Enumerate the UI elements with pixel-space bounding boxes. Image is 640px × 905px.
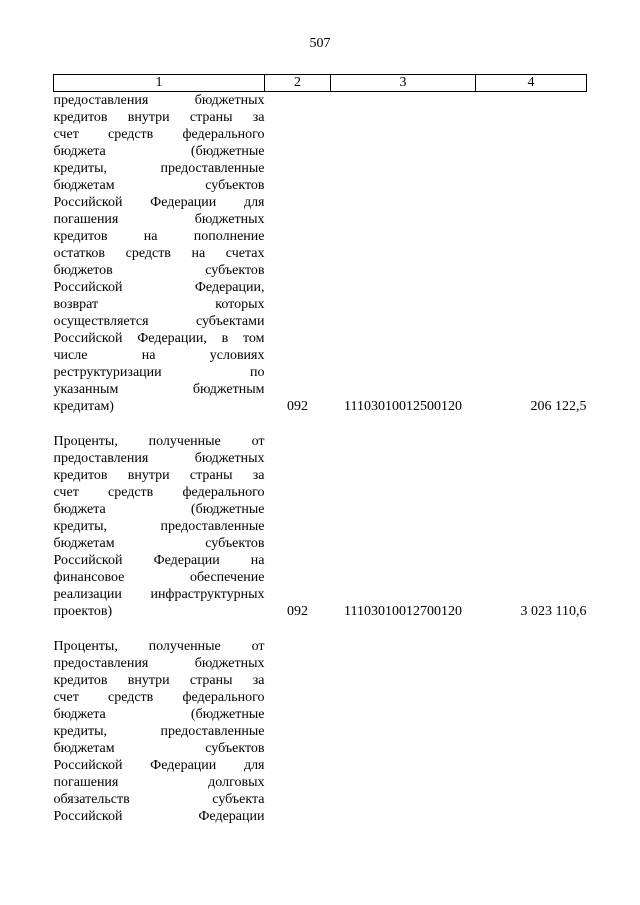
description-line: Российской Федерации, xyxy=(53,280,265,295)
description-line: погашения долговых xyxy=(53,775,265,790)
description-line: Российской Федерации, в том xyxy=(53,331,265,346)
table-row xyxy=(54,92,587,416)
row-description xyxy=(54,415,265,620)
description-line: проектов) xyxy=(53,604,113,619)
description-line: погашения бюджетных xyxy=(53,212,265,227)
row-amount: 206 122,5 xyxy=(530,399,587,414)
description-line: кредиты, предоставленные xyxy=(53,161,265,176)
description-line: бюджетам субъектов xyxy=(53,741,265,756)
description-line: кредитов внутри страны за xyxy=(53,110,265,125)
row-description xyxy=(54,92,265,416)
description-line: кредитов на пополнение xyxy=(53,229,265,244)
description-line: бюджетам субъектов xyxy=(53,178,265,193)
row-kbk-code: 11103010012700120 xyxy=(344,604,462,619)
row-amount xyxy=(476,620,587,825)
description-line: бюджетов субъектов xyxy=(53,263,265,278)
row-amount: 3 023 110,6 xyxy=(520,604,587,619)
description-line: реструктуризации по xyxy=(53,365,265,380)
description-line: числе на условиях xyxy=(53,348,265,363)
description-line: осуществляется субъектами xyxy=(53,314,265,329)
description-line: бюджета (бюджетные xyxy=(53,707,265,722)
description-line: обязательств субъекта xyxy=(53,792,265,807)
description-line: возврат которых xyxy=(53,297,265,312)
row-description xyxy=(54,620,265,825)
budget-table xyxy=(53,74,587,825)
row-admin-code: 092 xyxy=(287,399,308,414)
column-header-4: 4 xyxy=(476,75,587,92)
description-line: счет средств федерального xyxy=(53,127,265,142)
description-line: кредиты, предоставленные xyxy=(53,519,265,534)
description-line: предоставления бюджетных xyxy=(53,451,265,466)
column-header-2: 2 xyxy=(265,75,331,92)
description-line: Проценты, полученные от xyxy=(53,434,265,449)
row-kbk-code xyxy=(331,620,476,825)
description-line: бюджета (бюджетные xyxy=(53,502,265,517)
row-admin-code xyxy=(265,620,331,825)
table-row xyxy=(54,415,587,620)
description-line: счет средств федерального xyxy=(53,485,265,500)
description-line: счет средств федерального xyxy=(53,690,265,705)
description-line: кредитов внутри страны за xyxy=(53,468,265,483)
row-admin-code: 092 xyxy=(287,604,308,619)
description-line: финансовое обеспечение xyxy=(53,570,265,585)
description-line: кредитов внутри страны за xyxy=(53,673,265,688)
page-number: 507 xyxy=(309,36,331,51)
description-line: Российской Федерации на xyxy=(53,553,265,568)
description-line: Российской Федерации для xyxy=(53,758,265,773)
description-line: реализации инфраструктурных xyxy=(53,587,265,602)
description-line: Проценты, полученные от xyxy=(53,639,265,654)
description-line: бюджета (бюджетные xyxy=(53,144,265,159)
table-header xyxy=(54,75,587,92)
description-line: указанным бюджетным xyxy=(53,382,265,397)
description-line: бюджетам субъектов xyxy=(53,536,265,551)
description-line: Российской Федерации для xyxy=(53,195,265,210)
description-line: остатков средств на счетах xyxy=(53,246,265,261)
description-line: Российской Федерации xyxy=(53,809,265,824)
description-line: кредиты, предоставленные xyxy=(53,724,265,739)
row-kbk-code: 11103010012500120 xyxy=(344,399,462,414)
description-line: предоставления бюджетных xyxy=(53,656,265,671)
column-header-1: 1 xyxy=(54,75,265,92)
column-header-3: 3 xyxy=(331,75,476,92)
table-row xyxy=(54,620,587,825)
description-line: кредитам) xyxy=(53,399,114,414)
description-line: предоставления бюджетных xyxy=(53,93,265,108)
table-body xyxy=(54,92,587,826)
